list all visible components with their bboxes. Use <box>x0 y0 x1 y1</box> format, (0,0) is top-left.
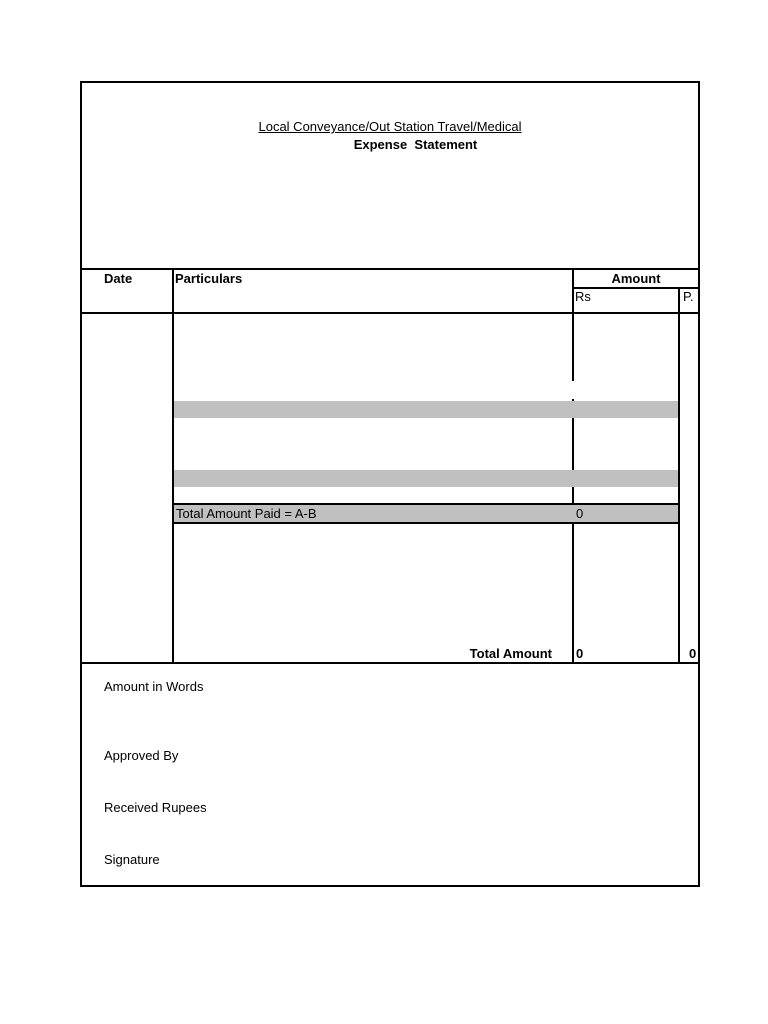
form-subtitle: Expense Statement <box>353 137 478 152</box>
header-divider <box>82 268 698 270</box>
rs-column-left-lower <box>572 399 574 664</box>
amount-header: Amount <box>611 271 661 286</box>
table-bottom-line <box>82 662 698 664</box>
total-amount-label: Total Amount <box>469 646 552 661</box>
paise-column-divider-header <box>678 287 680 314</box>
total-amount-paise-value: 0 <box>689 646 697 661</box>
paise-subheader: P. <box>683 289 694 304</box>
shaded-row-b <box>174 470 678 487</box>
expense-statement-form <box>80 81 700 887</box>
rs-subheader: Rs <box>575 289 591 304</box>
shaded-row-a <box>174 401 678 418</box>
amount-in-words-label: Amount in Words <box>104 679 204 694</box>
paise-column-divider <box>678 312 680 664</box>
date-column-divider <box>172 268 174 664</box>
total-paid-label: Total Amount Paid = A-B <box>176 506 317 521</box>
date-header: Date <box>104 271 133 286</box>
received-rupees-label: Received Rupees <box>104 800 207 815</box>
form-title: Local Conveyance/Out Station Travel/Medical <box>258 119 522 134</box>
total-paid-rs-value: 0 <box>576 506 584 521</box>
column-header-bottom <box>82 312 698 314</box>
total-amount-rs-value: 0 <box>576 646 584 661</box>
total-paid-bottom-line <box>172 522 678 524</box>
particulars-header: Particulars <box>175 271 243 286</box>
signature-label: Signature <box>104 852 160 867</box>
approved-by-label: Approved By <box>104 748 179 763</box>
